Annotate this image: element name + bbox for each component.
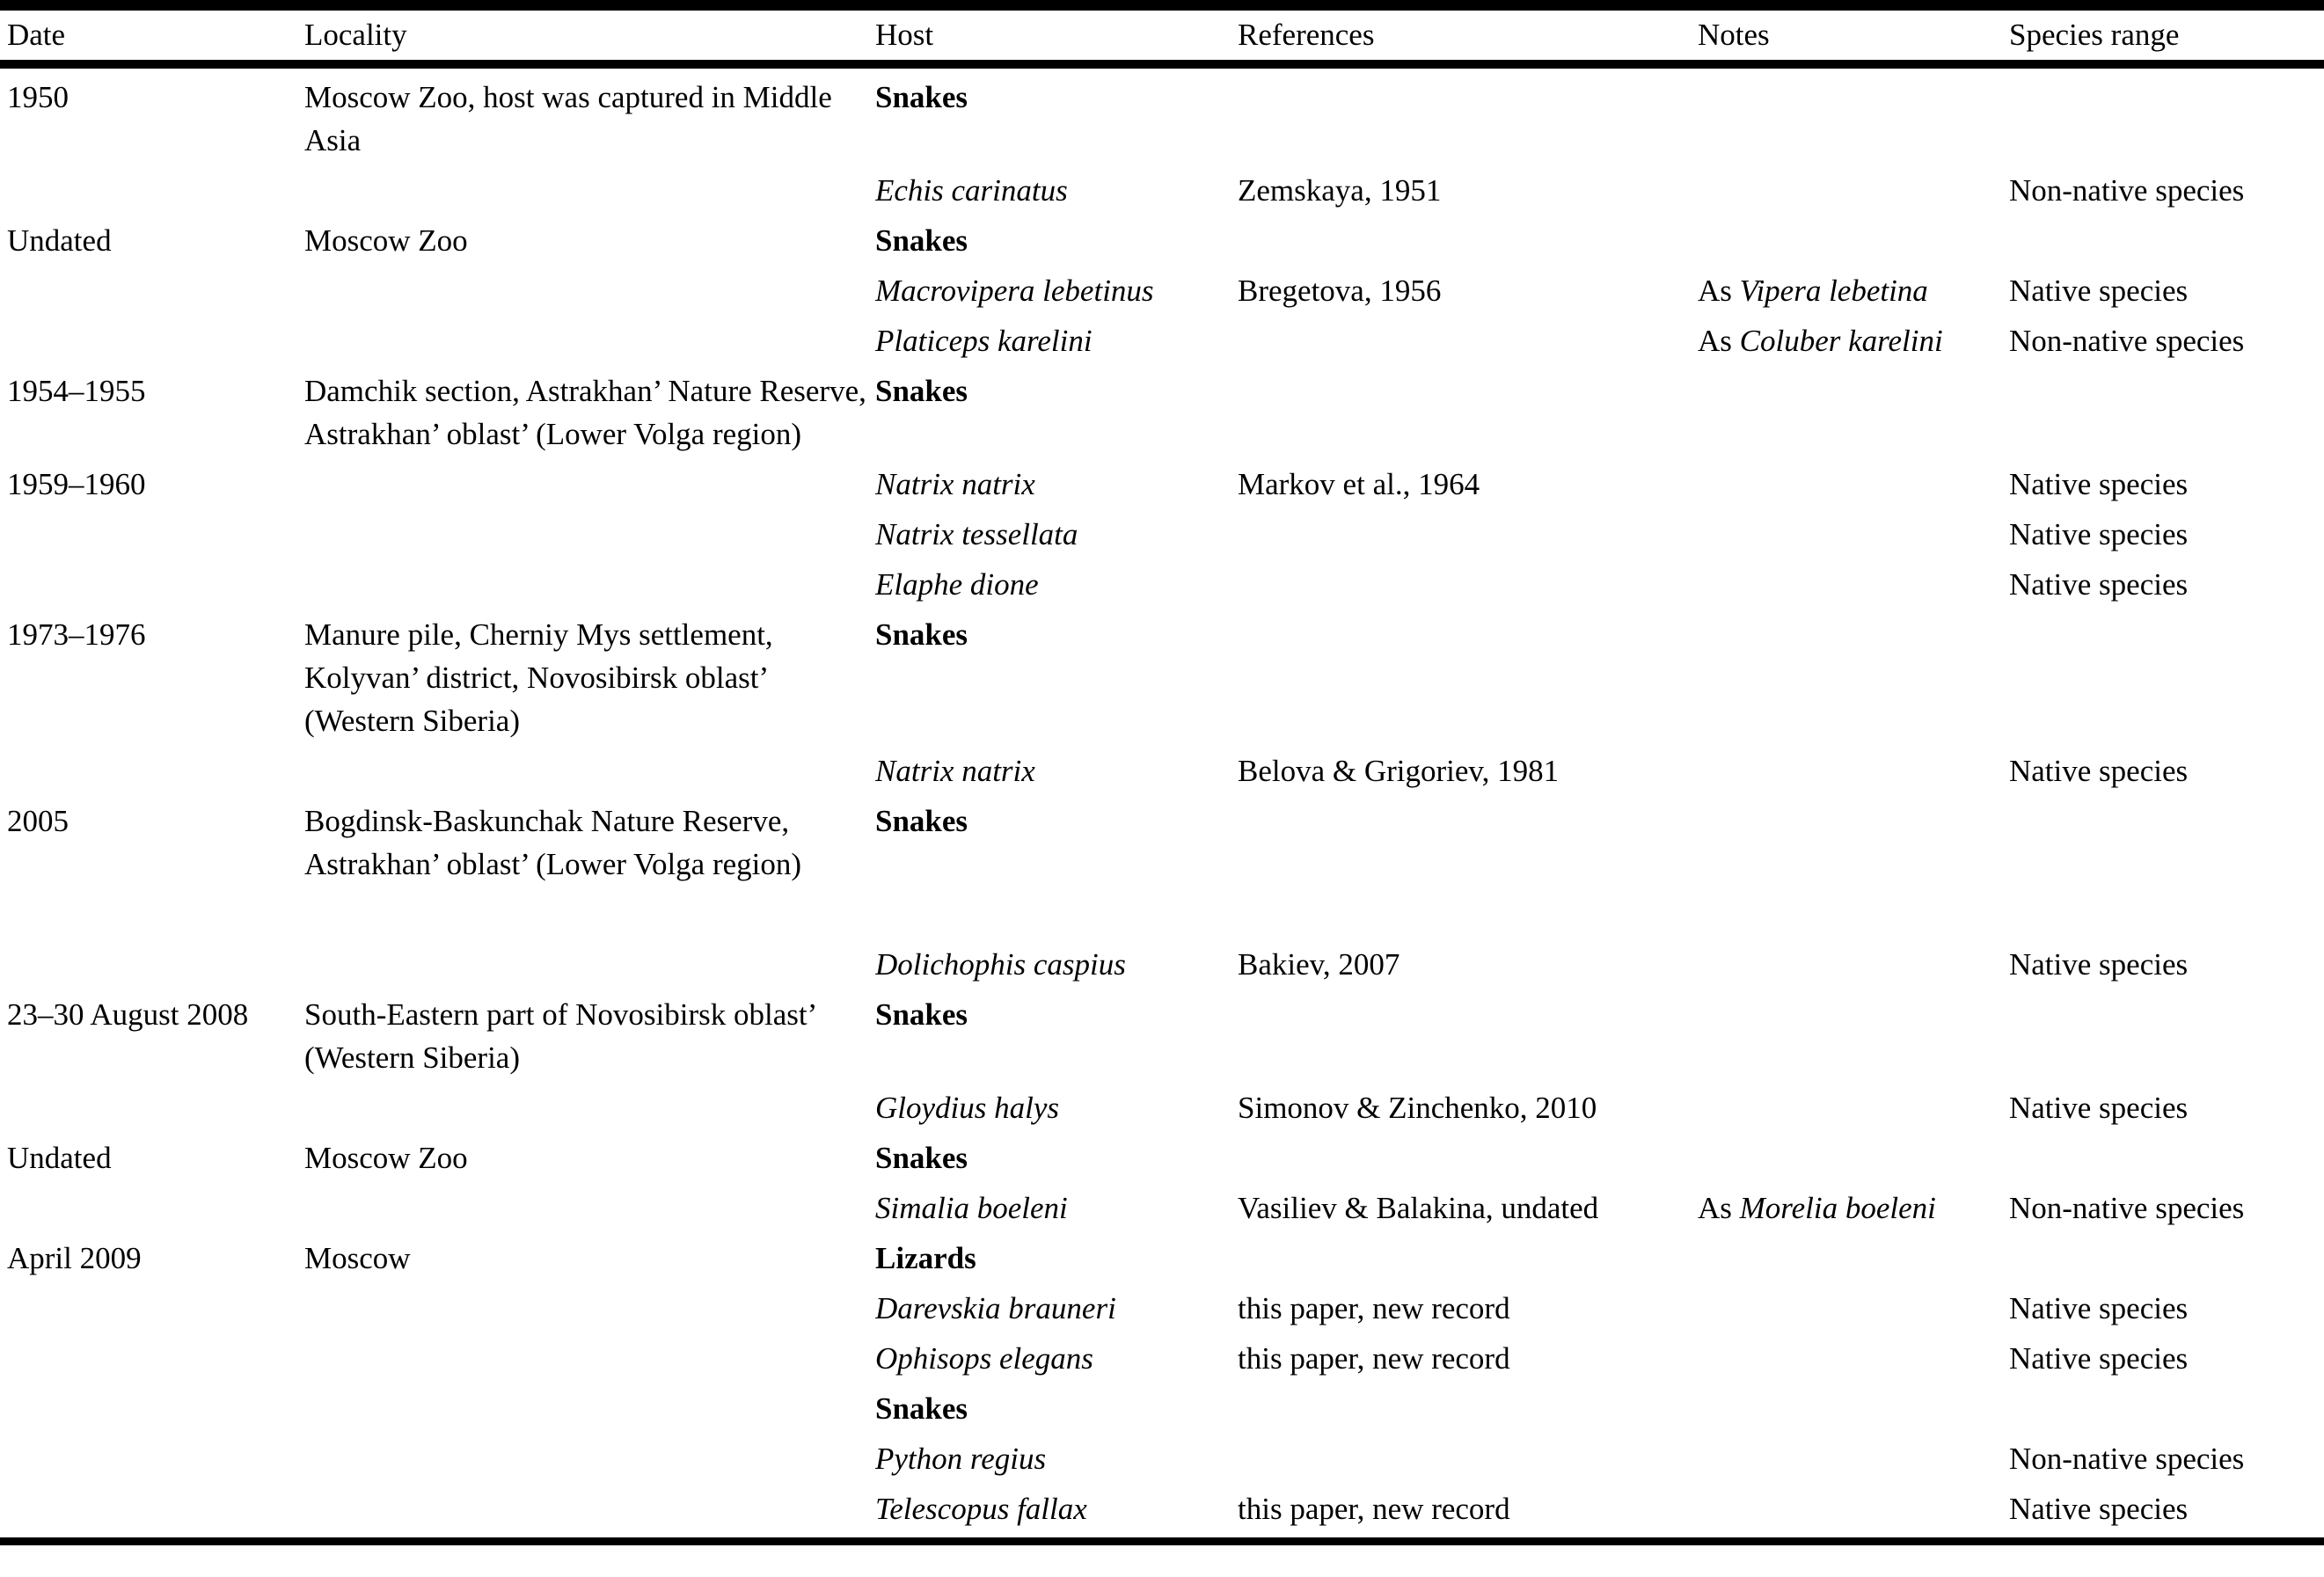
notes-prefix: As [1698, 324, 1740, 358]
references-cell [1238, 993, 1698, 1086]
host-group-label: Snakes [875, 997, 968, 1032]
host-cell [875, 1237, 1238, 1287]
column-header-host: Host [875, 18, 934, 52]
notes-cell [1698, 563, 2009, 613]
host-species-name: Ophisops elegans [875, 1341, 1093, 1376]
notes-cell [1698, 993, 2009, 1086]
species-range-cell: Non-native species [2009, 1442, 2245, 1476]
references-cell: Belova & Grigoriev, 1981 [1238, 754, 1560, 788]
notes-cell [1698, 269, 2009, 319]
references-cell: Zemskaya, 1951 [1238, 173, 1442, 208]
table-row [0, 463, 2324, 513]
locality-cell: Moscow [304, 1241, 411, 1275]
host-cell [875, 1086, 1238, 1136]
notes-cell [1698, 613, 2009, 749]
locality-cell [304, 1287, 875, 1337]
locality-cell [304, 563, 875, 613]
locality-cell [304, 1086, 875, 1136]
locality-cell [304, 319, 875, 369]
date-cell: 1954–1955 [7, 374, 146, 408]
notes-cell [1698, 319, 2009, 369]
locality-cell [304, 269, 875, 319]
table-row [0, 513, 2324, 563]
table-row [0, 1237, 2324, 1287]
host-cell [875, 799, 1238, 943]
locality-cell [304, 169, 875, 219]
host-species-name: Macrovipera lebetinus [875, 274, 1154, 308]
date-cell: 1950 [7, 80, 69, 114]
table-row [0, 613, 2324, 749]
table-row [0, 1437, 2324, 1487]
notes-cell [1698, 463, 2009, 513]
host-cell [875, 749, 1238, 799]
species-range-cell [2009, 1387, 2324, 1437]
notes-cell [1698, 1337, 2009, 1387]
host-species-name: Python regius [875, 1442, 1047, 1476]
date-cell [0, 1437, 304, 1487]
locality-cell: Bogdinsk-Baskunchak Nature Reserve, Astrakhan’ oblast’ (Lower Volga region) [304, 804, 802, 881]
host-species-name: Simalia boeleni [875, 1191, 1068, 1225]
host-species-name: Echis carinatus [875, 173, 1068, 208]
references-cell [1238, 1437, 1698, 1487]
notes-cell [1698, 64, 2009, 169]
locality-cell [304, 1337, 875, 1387]
table-row [0, 1186, 2324, 1237]
species-range-cell [2009, 993, 2324, 1086]
locality-cell [304, 1437, 875, 1487]
notes-cell [1698, 1186, 2009, 1237]
species-range-cell [2009, 369, 2324, 463]
host-cell [875, 1337, 1238, 1387]
host-cell [875, 993, 1238, 1086]
references-cell: Bakiev, 2007 [1238, 947, 1400, 982]
table-row [0, 993, 2324, 1086]
host-cell [875, 319, 1238, 369]
host-species-name: Natrix natrix [875, 754, 1035, 788]
host-group-label: Snakes [875, 374, 968, 408]
species-range-cell [2009, 613, 2324, 749]
table-row [0, 169, 2324, 219]
notes-cell [1698, 1086, 2009, 1136]
locality-cell: Damchik section, Astrakhan’ Nature Reserve, Astrakhan’ oblast’ (Lower Volga region) [304, 374, 866, 451]
references-cell [1238, 219, 1698, 269]
date-cell [0, 563, 304, 613]
host-cell [875, 369, 1238, 463]
references-cell: Vasiliev & Balakina, undated [1238, 1191, 1599, 1225]
date-cell [0, 943, 304, 993]
date-cell [0, 269, 304, 319]
host-species-name: Natrix tessellata [875, 517, 1078, 551]
references-cell [1238, 1136, 1698, 1186]
species-range-cell: Native species [2009, 947, 2189, 982]
host-cell [875, 1487, 1238, 1542]
species-range-cell: Native species [2009, 1341, 2189, 1376]
host-group-label: Snakes [875, 804, 968, 838]
references-cell [1238, 613, 1698, 749]
host-group-label: Lizards [875, 1241, 976, 1275]
host-cell [875, 613, 1238, 749]
references-cell: this paper, new record [1238, 1341, 1510, 1376]
column-header-locality: Locality [304, 18, 407, 52]
notes-species-name: Coluber karelini [1739, 324, 1943, 358]
host-species-name: Telescopus fallax [875, 1492, 1087, 1526]
table-row [0, 1136, 2324, 1186]
notes-cell [1698, 1287, 2009, 1337]
locality-cell [304, 749, 875, 799]
notes-cell [1698, 1487, 2009, 1542]
species-range-cell: Native species [2009, 467, 2189, 501]
date-cell [0, 749, 304, 799]
host-cell [875, 64, 1238, 169]
references-cell [1238, 1387, 1698, 1437]
host-species-name: Natrix natrix [875, 467, 1035, 501]
notes-cell [1698, 1136, 2009, 1186]
species-range-cell [2009, 1136, 2324, 1186]
header-row [0, 5, 2324, 64]
species-range-cell: Non-native species [2009, 1191, 2245, 1225]
table-row [0, 1287, 2324, 1337]
notes-cell [1698, 1387, 2009, 1437]
host-species-name: Gloydius halys [875, 1091, 1060, 1125]
host-species-name: Darevskia brauneri [875, 1291, 1116, 1325]
species-range-cell [2009, 799, 2324, 943]
host-cell [875, 269, 1238, 319]
locality-cell: Moscow Zoo [304, 223, 468, 258]
date-cell: Undated [7, 1141, 112, 1175]
locality-cell [304, 943, 875, 993]
notes-species-name: Morelia boeleni [1739, 1191, 1936, 1225]
host-group-label: Snakes [875, 1391, 968, 1426]
host-cell [875, 943, 1238, 993]
host-cell [875, 1186, 1238, 1237]
table-row [0, 269, 2324, 319]
column-header-date: Date [7, 18, 66, 52]
species-range-cell: Non-native species [2009, 173, 2245, 208]
host-cell [875, 219, 1238, 269]
references-cell [1238, 563, 1698, 613]
table-row [0, 749, 2324, 799]
species-range-cell: Native species [2009, 517, 2189, 551]
species-range-cell [2009, 219, 2324, 269]
table-row [0, 943, 2324, 993]
table-row [0, 319, 2324, 369]
locality-cell [304, 1487, 875, 1542]
notes-cell [1698, 943, 2009, 993]
notes-cell [1698, 219, 2009, 269]
notes-cell [1698, 1237, 2009, 1287]
table-row [0, 1337, 2324, 1387]
host-cell [875, 1136, 1238, 1186]
references-cell: Bregetova, 1956 [1238, 274, 1442, 308]
date-cell [0, 1287, 304, 1337]
notes-cell [1698, 369, 2009, 463]
locality-cell: Moscow Zoo, host was captured in Middle Asia [304, 80, 832, 157]
references-cell [1238, 319, 1698, 369]
date-cell [0, 1487, 304, 1542]
references-cell [1238, 799, 1698, 943]
date-cell [0, 1186, 304, 1237]
host-group-label: Snakes [875, 80, 968, 114]
table-row [0, 563, 2324, 613]
host-group-label: Snakes [875, 1141, 968, 1175]
host-species-name: Elaphe dione [875, 567, 1039, 602]
column-header-notes: Notes [1698, 18, 1770, 52]
locality-cell: Manure pile, Cherniy Mys settlement, Kolyvan’ district, Novosibirsk oblast’ (Western Siberia) [304, 617, 773, 738]
date-cell: April 2009 [7, 1241, 142, 1275]
table-row [0, 1086, 2324, 1136]
date-cell: 1959–1960 [7, 467, 146, 501]
host-group-label: Snakes [875, 617, 968, 652]
locality-cell [304, 513, 875, 563]
notes-cell [1698, 513, 2009, 563]
notes-cell [1698, 749, 2009, 799]
references-cell [1238, 64, 1698, 169]
table-row [0, 369, 2324, 463]
column-header-references: References [1238, 18, 1375, 52]
host-cell [875, 169, 1238, 219]
host-species-name: Dolichophis caspius [875, 947, 1126, 982]
date-cell: Undated [7, 223, 112, 258]
species-range-cell: Native species [2009, 1291, 2189, 1325]
species-range-cell [2009, 64, 2324, 169]
table-row [0, 64, 2324, 169]
host-cell [875, 1287, 1238, 1337]
date-cell: 2005 [7, 804, 69, 838]
date-cell [0, 513, 304, 563]
locality-cell: South-Eastern part of Novosibirsk oblast’ (Western Siberia) [304, 997, 815, 1075]
references-cell [1238, 369, 1698, 463]
notes-cell [1698, 1437, 2009, 1487]
locality-cell [304, 1387, 875, 1437]
locality-cell [304, 1186, 875, 1237]
date-cell [0, 1337, 304, 1387]
references-cell: this paper, new record [1238, 1492, 1510, 1526]
references-cell [1238, 513, 1698, 563]
table-row [0, 219, 2324, 269]
notes-cell [1698, 169, 2009, 219]
species-range-cell [2009, 1237, 2324, 1287]
references-cell [1238, 1237, 1698, 1287]
host-group-label: Snakes [875, 223, 968, 258]
date-cell: 1973–1976 [7, 617, 146, 652]
species-range-cell: Native species [2009, 274, 2189, 308]
references-cell: Markov et al., 1964 [1238, 467, 1480, 501]
table-row [0, 1487, 2324, 1542]
locality-cell [304, 463, 875, 513]
host-cell [875, 463, 1238, 513]
notes-prefix: As [1698, 274, 1740, 308]
table-row [0, 799, 2324, 943]
notes-prefix: As [1698, 1191, 1740, 1225]
species-range-cell: Non-native species [2009, 324, 2245, 358]
column-header-species-range: Species range [2009, 18, 2180, 52]
locality-cell: Moscow Zoo [304, 1141, 468, 1175]
notes-species-name: Vipera lebetina [1739, 274, 1928, 308]
host-cell [875, 1437, 1238, 1487]
host-cell [875, 563, 1238, 613]
date-cell [0, 169, 304, 219]
date-cell: 23–30 August 2008 [7, 997, 249, 1032]
host-species-name: Platiceps karelini [875, 324, 1093, 358]
date-cell [0, 1387, 304, 1437]
date-cell [0, 319, 304, 369]
table-row [0, 1387, 2324, 1437]
species-range-cell: Native species [2009, 1492, 2189, 1526]
references-cell: Simonov & Zinchenko, 2010 [1238, 1091, 1597, 1125]
host-cell [875, 1387, 1238, 1437]
species-range-cell: Native species [2009, 754, 2189, 788]
notes-cell [1698, 799, 2009, 943]
species-range-cell: Native species [2009, 1091, 2189, 1125]
host-cell [875, 513, 1238, 563]
species-range-cell: Native species [2009, 567, 2189, 602]
references-cell: this paper, new record [1238, 1291, 1510, 1325]
date-cell [0, 1086, 304, 1136]
